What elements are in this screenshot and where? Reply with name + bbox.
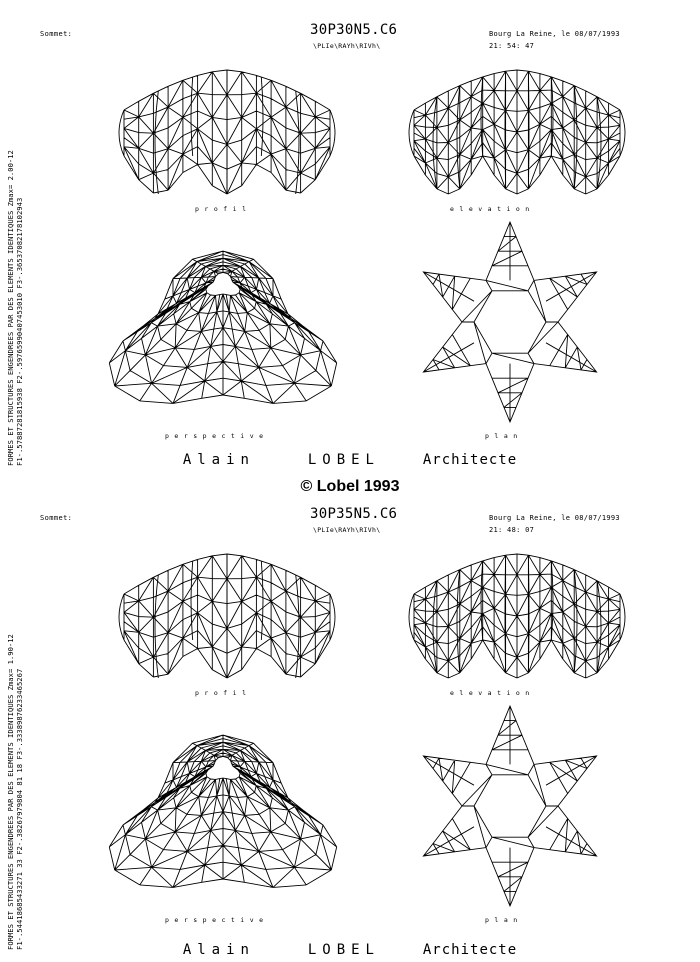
side-caption: [4, 28, 28, 468]
wireframe-lines: [423, 222, 596, 422]
side-caption: [4, 512, 28, 952]
fold-lines: [119, 70, 335, 194]
side-caption-line-2: F1-.57887281815938 F2-.59765990407453010 F3-.36537082178102943: [15, 197, 24, 466]
elevation-label: elevation: [450, 689, 535, 697]
profile-view: [118, 58, 336, 198]
wireframe-lines: [109, 251, 336, 403]
sommet-label: Sommet:: [40, 30, 73, 38]
plan-label: plan: [485, 916, 523, 924]
drawing-time: 21: 54: 47: [489, 42, 535, 50]
plan-view: [410, 220, 610, 425]
fold-lines: [119, 554, 335, 678]
side-caption-line-1: FORMES ET STRUCTURES ENGENDREES PAR DES ELEMENTS IDENTIQUES Zmax= 2.00-12: [6, 150, 15, 466]
place-date: Bourg La Reine, le 08/07/1993: [489, 30, 620, 38]
author-last-name: LOBEL: [307, 452, 380, 468]
plan-label: plan: [485, 432, 523, 440]
author-line: [0, 452, 700, 468]
author-last-name: LOBEL: [307, 942, 380, 958]
side-caption-line-2: F1-.54418685433271 33 F2-.38267979804 81 18 F3-.33389876233465267: [15, 668, 24, 950]
side-caption-line-1: FORMES ET STRUCTURES ENGENDREES PAR DES ELEMENTS IDENTIQUES Zmax= 1.90-12: [6, 634, 15, 950]
author-first-name: Alain: [182, 942, 255, 958]
author-line: [0, 942, 700, 958]
sommet-label: Sommet:: [40, 514, 73, 522]
profile-label: profil: [195, 205, 252, 213]
drawing-sheet-2: [0, 484, 700, 962]
elevation-label: elevation: [450, 205, 535, 213]
perspective-label: perspective: [165, 432, 269, 440]
author-role: Architecte: [422, 942, 518, 958]
wireframe-lines: [414, 70, 620, 194]
wireframe-lines: [423, 706, 596, 906]
wireframe-lines: [414, 554, 620, 678]
elevation-view: [408, 542, 626, 682]
drawing-sheet-1: [0, 0, 700, 478]
perspective-view: [118, 722, 328, 897]
author-role: Architecte: [422, 452, 518, 468]
wireframe-lines: [109, 735, 336, 887]
drawing-subtitle: \PLIe\RAYh\RIVh\: [313, 42, 381, 50]
perspective-view: [118, 238, 328, 413]
perspective-label: perspective: [165, 916, 269, 924]
drawing-subtitle: \PLIe\RAYh\RIVh\: [313, 526, 381, 534]
author-first-name: Alain: [182, 452, 255, 468]
elevation-view: [408, 58, 626, 198]
copyright-notice: © Lobel 1993: [300, 478, 400, 495]
drawing-title: 30P30N5.C6: [310, 22, 398, 38]
plan-view: [410, 704, 610, 909]
profile-label: profil: [195, 689, 252, 697]
drawing-title: 30P35N5.C6: [310, 506, 398, 522]
place-date: Bourg La Reine, le 08/07/1993: [489, 514, 620, 522]
profile-view: [118, 542, 336, 682]
drawing-time: 21: 48: 07: [489, 526, 535, 534]
